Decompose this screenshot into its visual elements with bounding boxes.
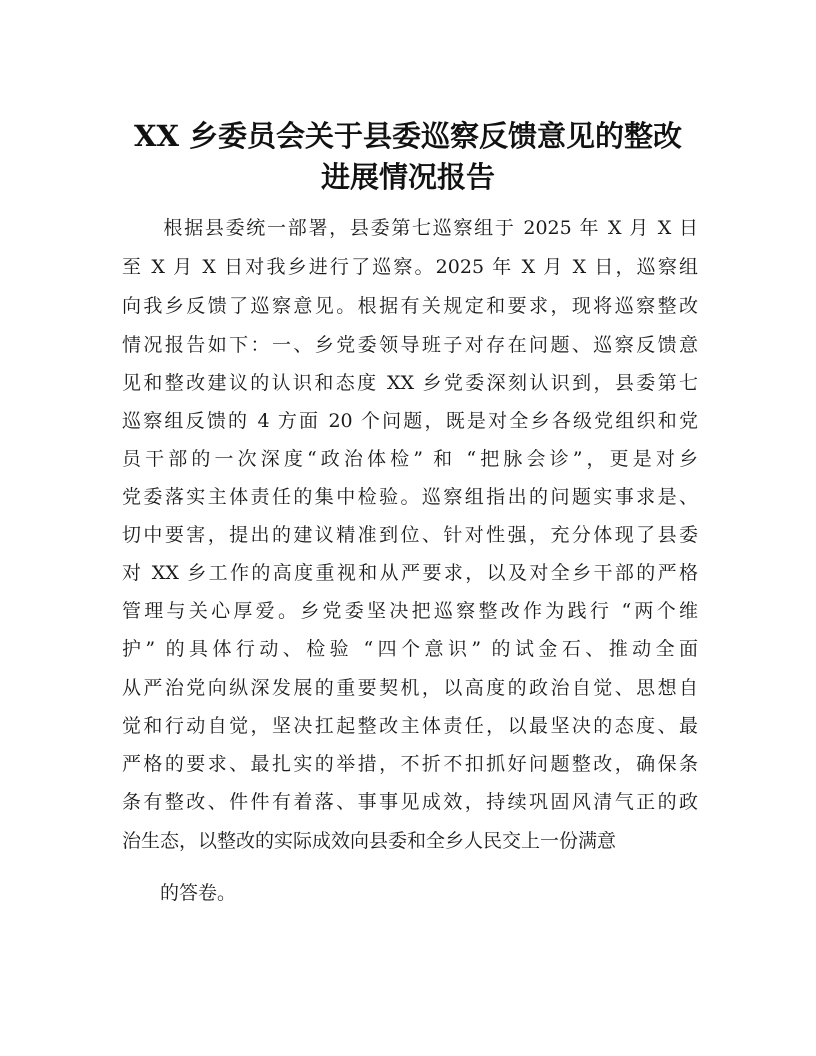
document-title-line-2: 进展情况报告 <box>320 160 495 194</box>
body-line: 对 XX 乡工作的高度重视和从严要求，以及对全乡干部的严格 <box>122 562 698 584</box>
body-line: 向我乡反馈了巡察意见。根据有关规定和要求，现将巡察整改 <box>122 295 698 317</box>
body-line: 根据县委统一部署，县委第七巡察组于 2025 年 X 月 X 日 <box>122 217 698 239</box>
body-line: 情况报告如下：一、乡党委领导班子对存在问题、巡察反馈意 <box>122 334 698 356</box>
body-line: 切中要害，提出的建议精准到位、针对性强，充分体现了县委 <box>122 524 698 546</box>
body-line: 从严治党向纵深发展的重要契机，以高度的政治自觉、思想自 <box>122 677 698 699</box>
body-line: 护” 的具体行动、检验 “四个意识” 的试金石、推动全面 <box>122 638 698 660</box>
body-line: 觉和行动自觉，坚决扛起整改主体责任，以最坚决的态度、最 <box>122 715 698 737</box>
body-line: 治生态，以整改的实际成效向县委和全乡人民交上一份满意 <box>122 830 617 852</box>
body-line-trailing: 的答卷。 <box>122 882 237 904</box>
body-line: 员干部的一次深度“政治体检” 和 “把脉会诊”，更是对乡 <box>122 448 698 470</box>
body-line: 管理与关心厚爱。乡党委坚决把巡察整改作为践行 “两个维 <box>122 600 698 622</box>
body-line: 党委落实主体责任的集中检验。巡察组指出的问题实事求是、 <box>122 486 698 508</box>
body-line: 巡察组反馈的 4 方面 20 个问题，既是对全乡各级党组织和党 <box>122 410 698 432</box>
body-line: 严格的要求、最扎实的举措，不折不扣抓好问题整改，确保条 <box>122 753 698 775</box>
document-title-line-1: XX 乡委员会关于县委巡察反馈意见的整改 <box>133 119 683 153</box>
body-line: 条有整改、件件有着落、事事见成效，持续巩固风清气正的政 <box>122 791 698 813</box>
body-line: 至 X 月 X 日对我乡进行了巡察。2025 年 X 月 X 日，巡察组 <box>122 256 698 278</box>
body-line: 见和整改建议的认识和态度 XX 乡党委深刻认识到，县委第七 <box>122 372 698 394</box>
